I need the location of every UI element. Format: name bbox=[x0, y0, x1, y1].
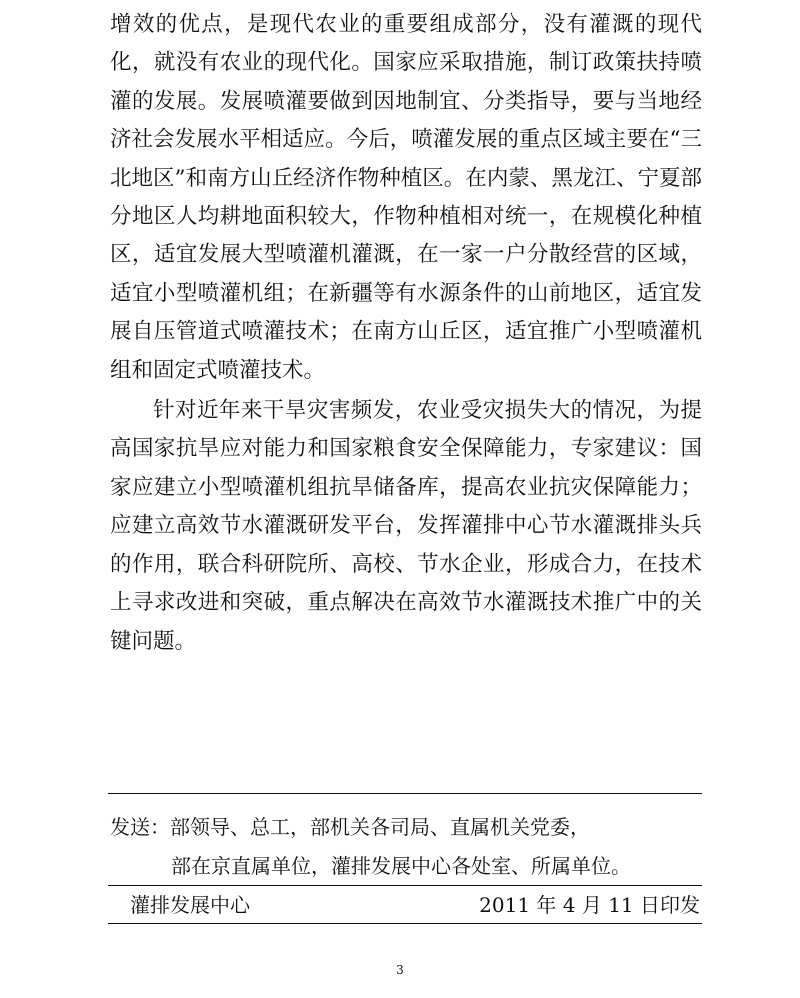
distribution-top-rule bbox=[108, 793, 702, 794]
distribution-line-2: 部在京直属单位，灌排发展中心各处室、所属单位。 bbox=[171, 854, 631, 878]
issue-date: 2011 年 4 月 11 日印发 bbox=[479, 893, 700, 917]
page-number: 3 bbox=[396, 963, 404, 977]
issuer-name: 灌排发展中心 bbox=[130, 893, 250, 917]
paragraph-2: 针对近年来干旱灾害频发，农业受灾损失大的情况，为提高国家抗旱应对能力和国家粮食安全保障能力，专家建议：国家应建立小型喷灌机组抗旱储备库，提高农业抗灾保障能力；应建立高效节水灌溉研发平台，发挥灌排中心节水灌溉排头兵的作用，联合科研院所、高校、节水企业，形成合力，在技术上寻求改进和突破，重点解决在高效节水灌溉技术推广中的关键问题。 bbox=[110, 398, 702, 654]
paragraph-1: 增效的优点，是现代农业的重要组成部分，没有灌溉的现代化，就没有农业的现代化。国家应采取措施，制订政策扶持喷灌的发展。发展喷灌要做到因地制宜、分类指导，要与当地经济社会发展水平相适应。今后，喷灌发展的重点区域主要在“三北地区”和南方山丘经济作物种植区。在内蒙、黑龙江、宁夏部分地区人均耕地面积较大，作物种植相对统一，在规模化种植区，适宜发展大型喷灌机灌溉，在一家一户分散经营的区域，适宜小型喷灌机组；在新疆等有水源条件的山前地区，适宜发展自压管道式喷灌技术；在南方山丘区，适宜推广小型喷灌机组和固定式喷灌技术。 bbox=[110, 12, 702, 383]
document-body bbox=[110, 6, 702, 661]
distribution-middle-rule bbox=[108, 885, 702, 886]
footer-bottom-rule bbox=[108, 923, 702, 924]
distribution-line-1: 发送：部领导、总工，部机关各司局、直属机关党委， bbox=[110, 815, 590, 839]
